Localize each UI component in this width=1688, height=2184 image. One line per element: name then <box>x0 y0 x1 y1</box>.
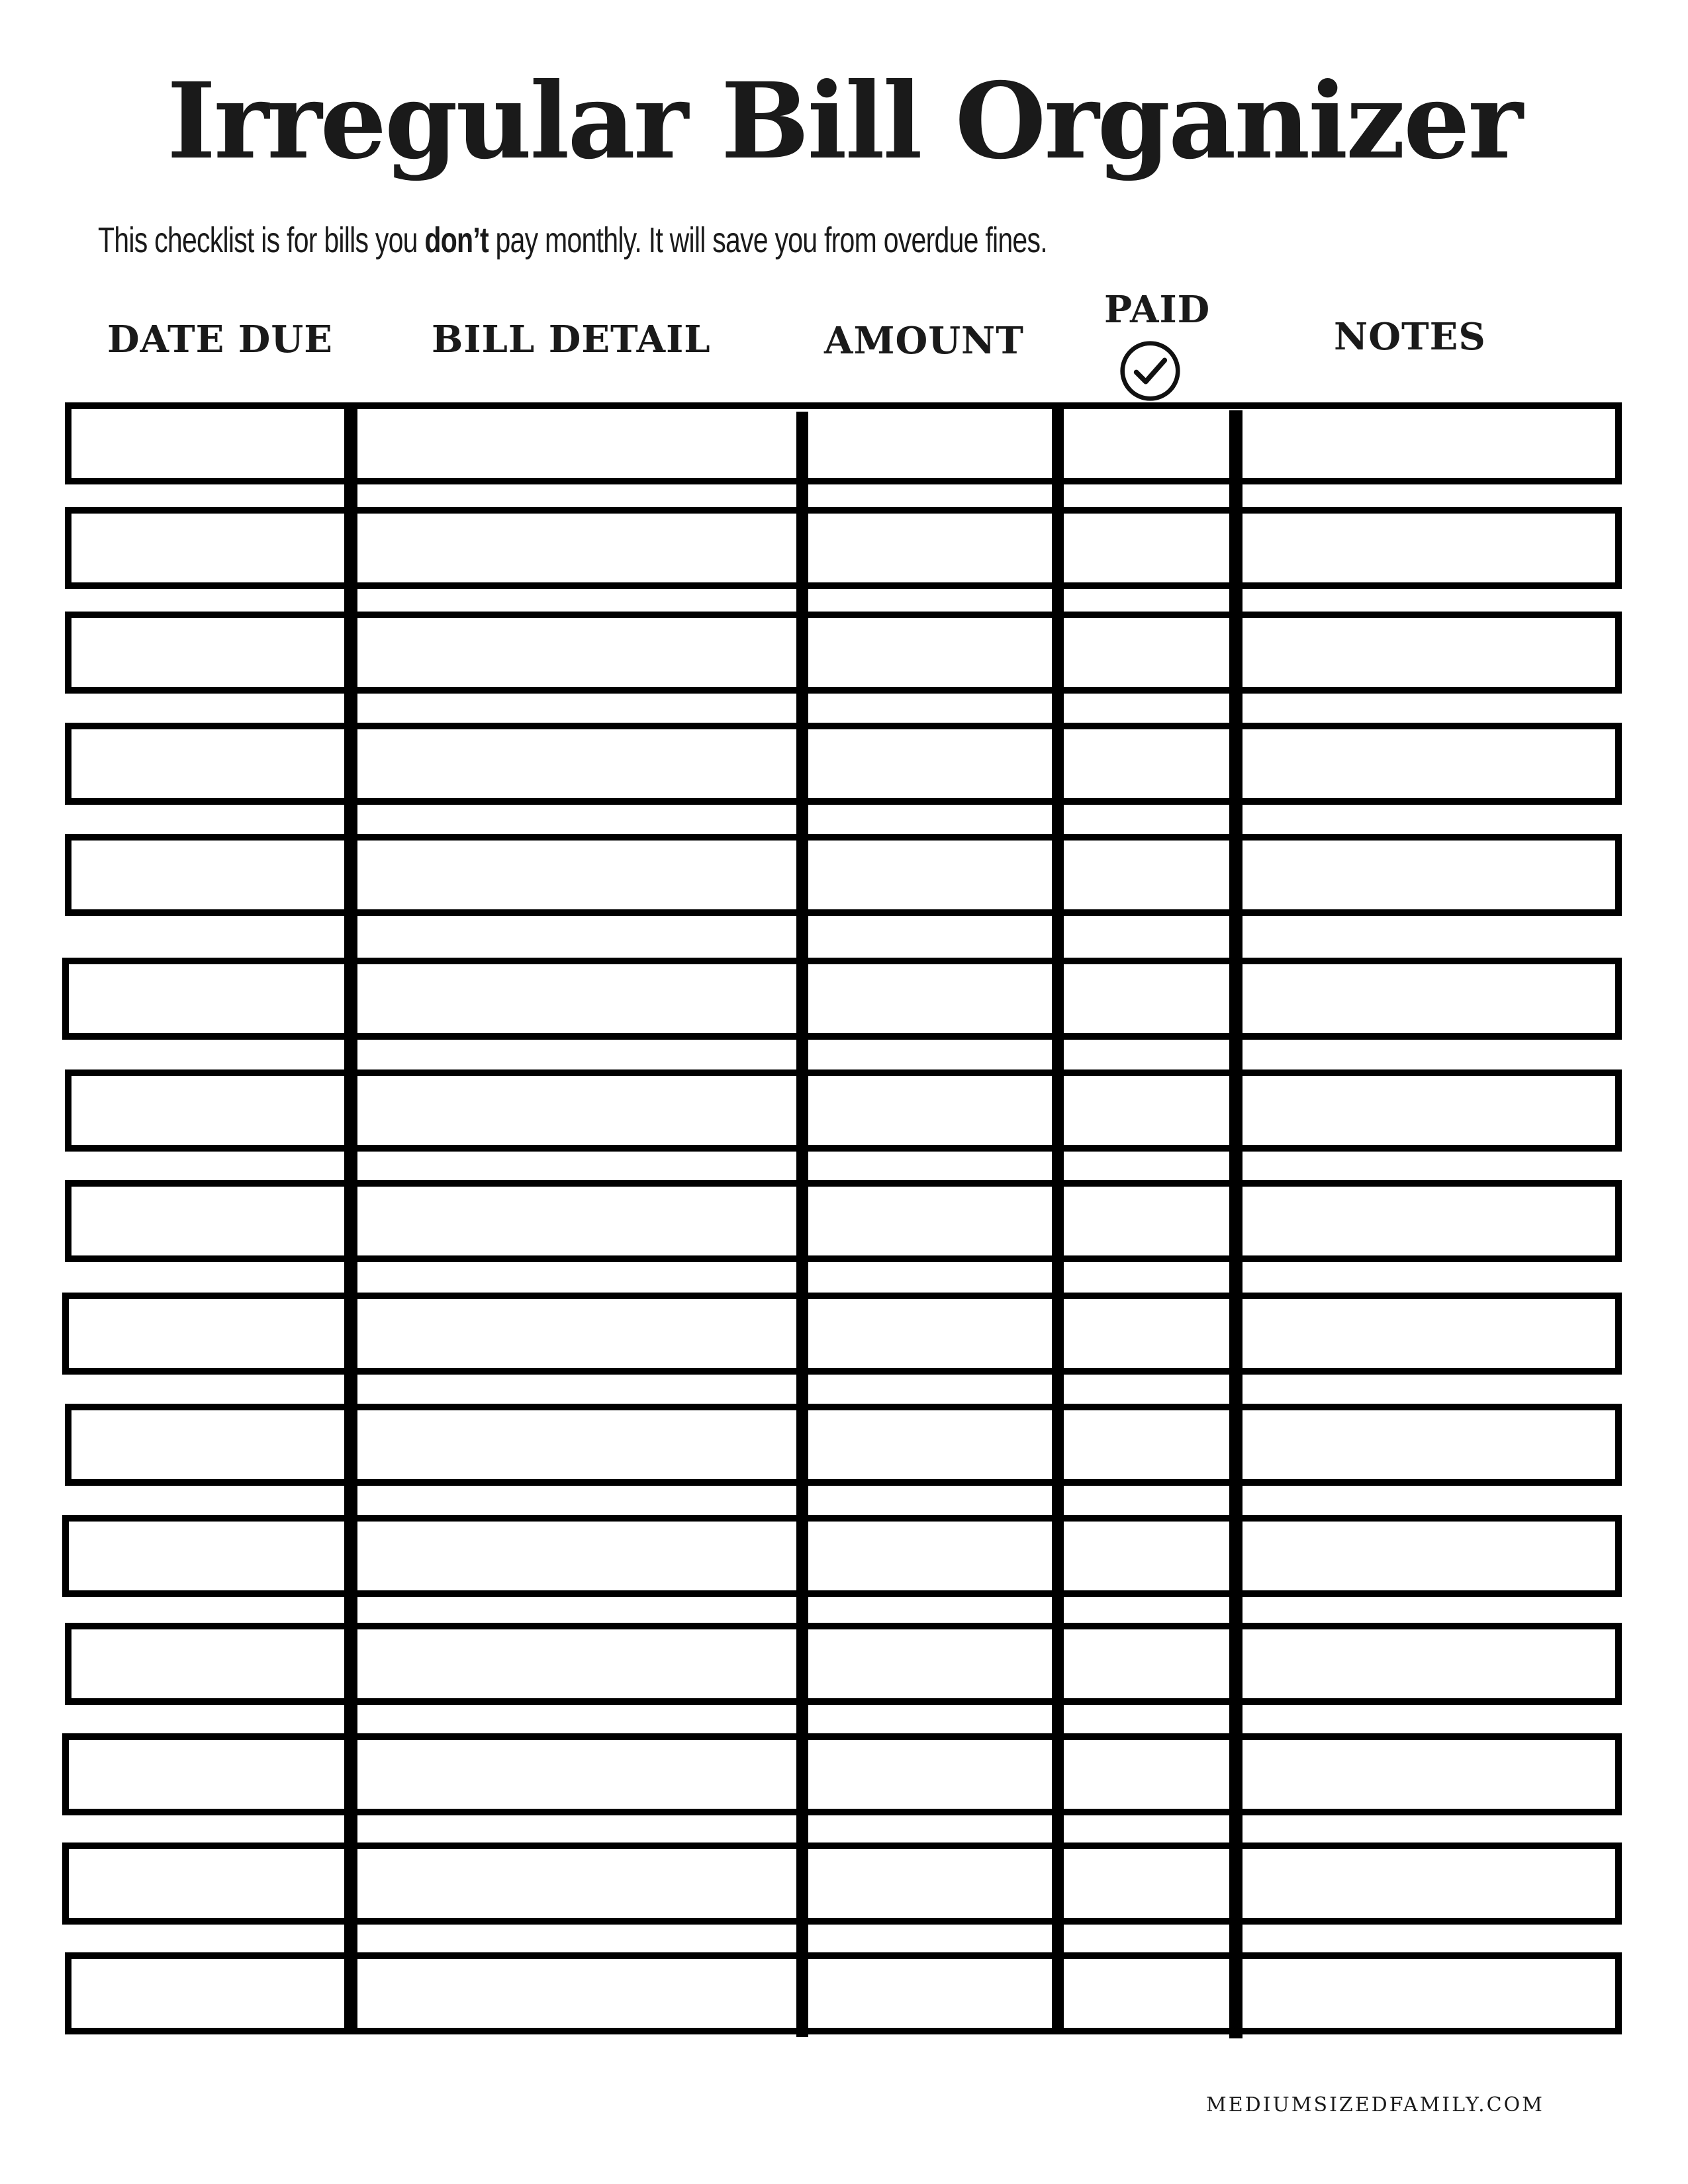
table-row <box>65 402 1622 484</box>
table-row <box>62 1843 1622 1925</box>
table-row <box>62 958 1622 1040</box>
subtitle-text-end: pay monthly. It will save you from overdue fines. <box>488 220 1047 260</box>
subtitle-text-start: This checklist is for bills you <box>98 220 425 260</box>
table-row <box>65 1180 1622 1262</box>
table-row <box>65 1404 1622 1486</box>
column-divider-amount-paid <box>1052 405 1064 2034</box>
column-divider-date-bill <box>344 405 357 2034</box>
table-row <box>65 1069 1622 1152</box>
footer-website: MEDIUMSIZEDFAMILY.COM <box>1206 2093 1544 2116</box>
column-header-paid: PAID <box>1104 288 1211 332</box>
table-row <box>62 1515 1622 1597</box>
table-row <box>65 612 1622 694</box>
table-row <box>65 723 1622 805</box>
table-row <box>65 507 1622 589</box>
column-divider-paid-notes <box>1229 410 1243 2038</box>
column-divider-bill-amount <box>796 412 808 2037</box>
table-row <box>65 1623 1622 1705</box>
table-row <box>62 1733 1622 1815</box>
page-title: Irregular Bill Organizer <box>167 60 1521 183</box>
column-header-notes: NOTES <box>1334 315 1486 359</box>
subtitle-emphasis: don’t <box>424 220 489 260</box>
table-row <box>65 834 1622 916</box>
check-circle-icon <box>1119 340 1182 402</box>
column-header-date-due: DATE DUE <box>107 318 333 361</box>
table-row <box>65 1952 1622 2034</box>
column-header-bill-detail: BILL DETAIL <box>432 318 711 361</box>
table-row <box>62 1293 1622 1375</box>
subtitle <box>98 222 1047 258</box>
column-header-amount: AMOUNT <box>824 319 1024 363</box>
